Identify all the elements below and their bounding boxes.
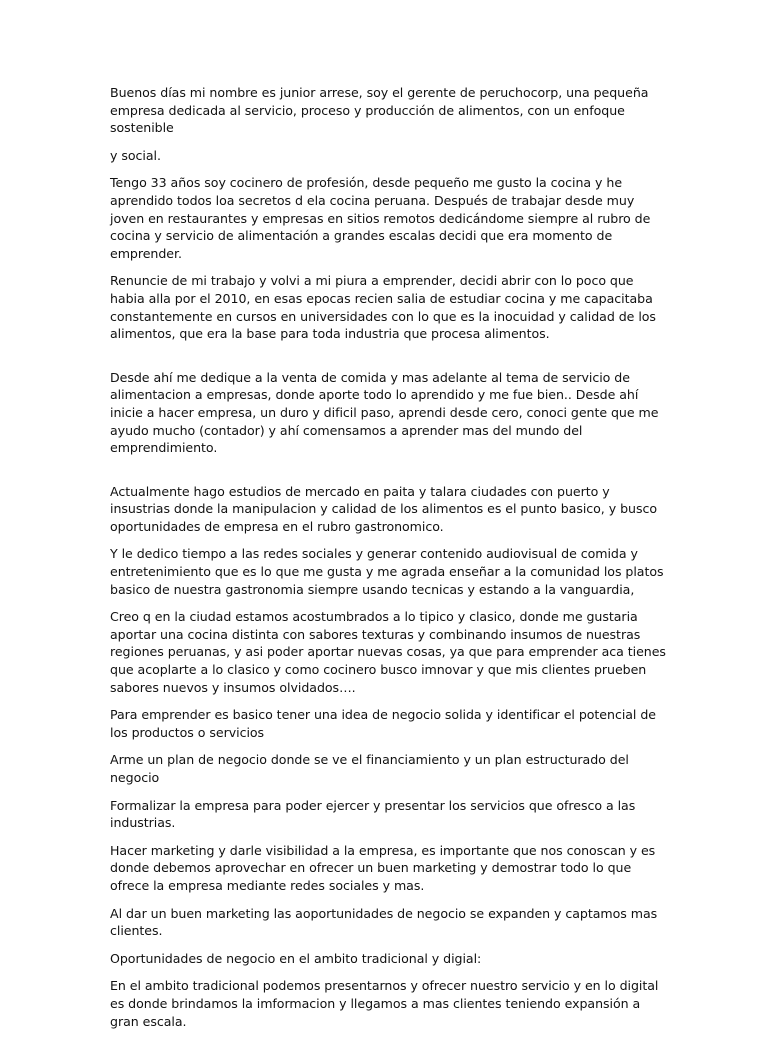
paragraph-opportunities: Al dar un buen marketing las aoportunidades de negocio se expanden y captamos mas clientes. xyxy=(110,905,658,939)
paragraph-opportunities-heading: Oportunidades de negocio en el ambito tradicional y digial: xyxy=(110,950,482,966)
paragraph-innovation: Creo q en la ciudad estamos acostumbrados a lo tipico y clasico, donde me gustaria aportar una cocina distinta con sabores texturas y combinando insumos de nuestras regiones peruanas, y asi poder aportar nuevas cosas, ya que para emprender aca tienes que acoplarte a lo clasico y como cocinero busco imnovar y que mis clientes prueben sabores nuevos y insumos olvidados…. xyxy=(110,609,666,695)
paragraph-greeting-continuation: y social. xyxy=(110,147,161,163)
document-body xyxy=(110,84,670,1040)
paragraph-business-plan: Arme un plan de negocio donde se ve el financiamiento y un plan estructurado del negocio xyxy=(110,752,629,785)
paragraph-traditional-digital: En el ambito tradicional podemos presentarnos y ofrecer nuestro servicio y en lo digital es donde brindamos la imformacion y llegamos a mas clientes teniendo expansión a gran escala. xyxy=(110,978,659,1029)
paragraph-social-media: Y le dedico tiempo a las redes sociales y generar contenido audiovisual de comida y entretenimiento que es lo que me gusta y me agrada enseñar a la comunidad los platos basico de nuestra gastronomia siempre usando tecnicas y estando a la vanguardia, xyxy=(110,546,664,597)
paragraph-business-idea: Para emprender es basico tener una idea de negocio solida y identificar el potencial de los productos o servicios xyxy=(110,707,656,740)
paragraph-market-studies: Actualmente hago estudios de mercado en paita y talara ciudades con puerto y insustrias donde la manipulacion y calidad de los alimentos es el punto basico, y busco oportunidades de empresa en el rubro gastronomico. xyxy=(110,483,657,534)
paragraph-starting-business: Renuncie de mi trabajo y volvi a mi piura a emprender, decidi abrir con lo poco que habia alla por el 2010, en esas epocas recien salia de estudiar cocina y me capacitaba constantemente en cursos en universidades con lo que es la inocuidad y calidad de los alimentos, que era la base para toda industria que procesa alimentos. xyxy=(110,273,656,342)
paragraph-formalize: Formalizar la empresa para poder ejercer y presentar los servicios que ofresco a las industrias. xyxy=(110,797,636,831)
paragraph-greeting: Buenos días mi nombre es junior arrese, soy el gerente de peruchocorp, una pequeña empresa dedicada al servicio, proceso y producción de alimentos, con un enfoque sostenible xyxy=(110,85,649,136)
paragraph-food-sales: Desde ahí me dedique a la venta de comida y mas adelante al tema de servicio de alimentacion a empresas, donde aporte todo lo aprendido y me fue bien.. Desde ahí inicie a hacer empresa, un duro y dificil paso, aprendi desde cero, conoci gente que me ayudo mucho (contador) y ahí comensamos a aprender mas del mundo del emprendimiento. xyxy=(110,369,659,456)
paragraph-marketing: Hacer marketing y darle visibilidad a la empresa, es importante que nos conoscan y es donde debemos aprovechar en ofrecer un buen marketing y demostrar todo lo que ofrece la empresa mediante redes sociales y mas. xyxy=(110,842,656,893)
paragraph-background: Tengo 33 años soy cocinero de profesión, desde pequeño me gusto la cocina y he aprendido todos loa secretos d ela cocina peruana. Después de trabajar desde muy joven en restaurantes y empresas en sitios remotos dedicándome siempre al rubro de cocina y servicio de alimentación a grandes escalas decidi que era momento de emprender. xyxy=(110,175,651,261)
